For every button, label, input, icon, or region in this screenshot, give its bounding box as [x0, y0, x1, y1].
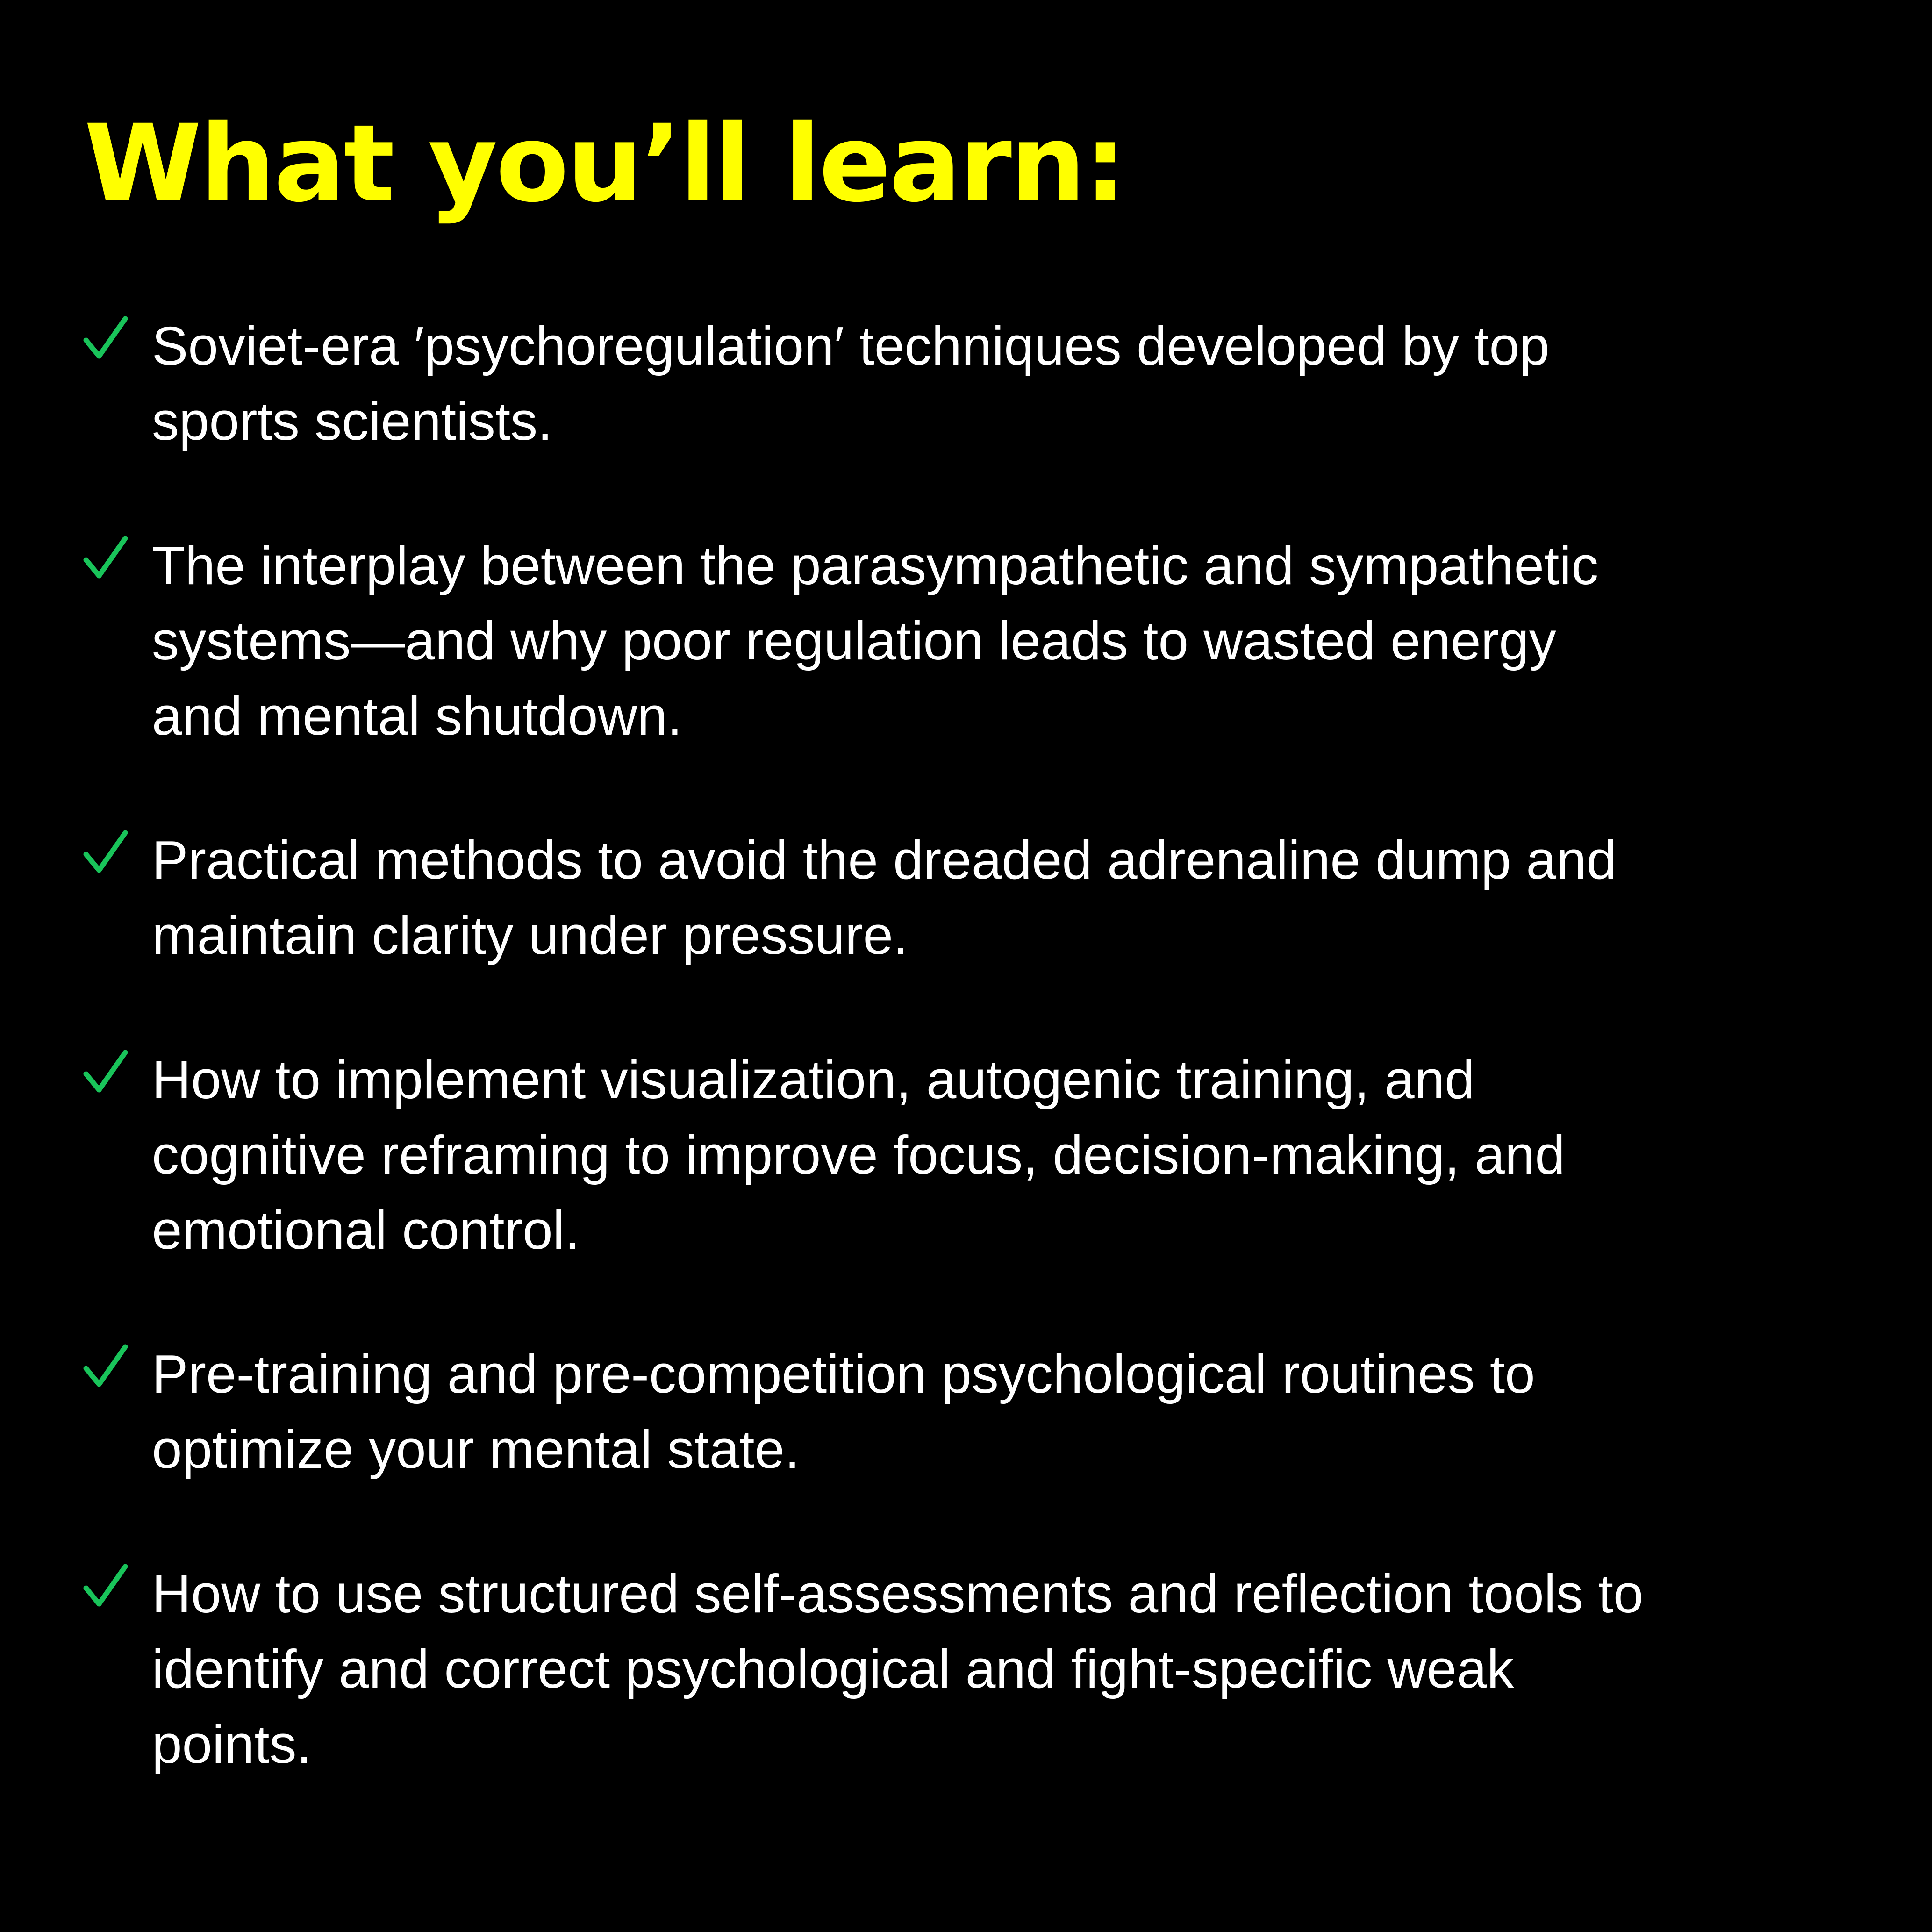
list-item-text: How to use structured self-assessments and reflection tools to identify and correct psychological and fight-specific weak points.: [152, 1563, 1644, 1775]
page-title: What you’ll learn:: [84, 101, 1125, 226]
checkmark-icon: [79, 531, 131, 587]
list-item-text: The interplay between the parasympathetic and sympathetic systems—and why poor regulation leads to wasted energy and mental shutdown.: [152, 535, 1599, 746]
checkmark-icon: [79, 1559, 131, 1615]
list-item-text: Soviet-era ′psychoregulation′ techniques developed by top sports scientists.: [152, 315, 1550, 451]
checkmark-icon: [79, 1339, 131, 1395]
list-item-text: Pre-training and pre-competition psychological routines to optimize your mental state.: [152, 1344, 1535, 1480]
list-item-text: How to implement visualization, autogenic training, and cognitive reframing to improve focus, decision-making, and emotional control.: [152, 1049, 1565, 1260]
checkmark-icon: [79, 825, 131, 881]
checkmark-icon: [79, 311, 131, 367]
checkmark-icon: [79, 1045, 131, 1101]
list-item-text: Practical methods to avoid the dreaded adrenaline dump and maintain clarity under pressure.: [152, 830, 1617, 966]
